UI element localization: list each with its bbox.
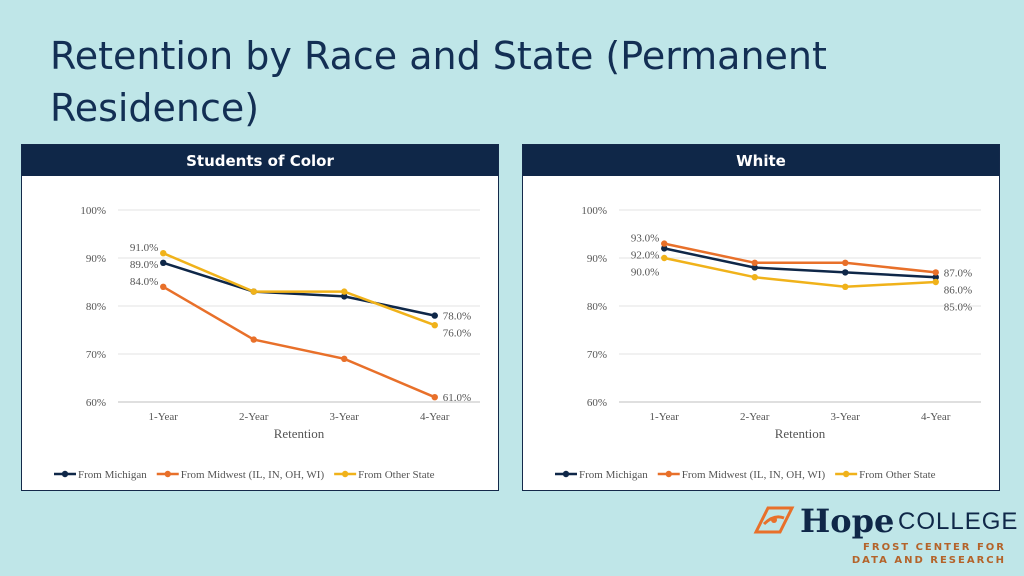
x-tick-label: 1-Year [148, 411, 178, 423]
x-tick-label: 4-Year [420, 411, 450, 423]
page-title: Retention by Race and State (Permanent Residence) [50, 34, 827, 130]
legend-label: From Michigan [579, 469, 648, 481]
data-label: 91.0% [129, 242, 159, 255]
chart-panel-students-of-color [21, 144, 499, 491]
legend-label: From Other State [358, 469, 435, 481]
data-point [661, 255, 667, 261]
data-point [842, 260, 848, 266]
x-axis-title: Retention [774, 426, 826, 441]
x-tick-label: 3-Year [329, 411, 359, 423]
y-tick-label: 100% [581, 205, 607, 217]
legend-swatch-marker [666, 471, 672, 477]
y-tick-label: 60% [586, 397, 607, 409]
line-chart-white [523, 176, 999, 490]
x-tick-label: 2-Year [740, 411, 770, 423]
data-label: 90.0% [630, 266, 660, 279]
y-tick-label: 90% [586, 253, 607, 265]
x-tick-label: 4-Year [921, 411, 951, 423]
legend-swatch-marker [62, 471, 68, 477]
data-point [160, 284, 166, 290]
data-point [752, 260, 758, 266]
line-chart-students-of-color [22, 176, 498, 490]
series-line-from-midwest-il-in-oh-wi [163, 287, 435, 397]
legend-swatch-marker [843, 471, 849, 477]
logo-word: Hope [800, 502, 895, 540]
data-point [341, 288, 347, 294]
legend-swatch-marker [165, 471, 171, 477]
anchor-logo-icon [752, 502, 796, 536]
legend-label: From Midwest (IL, IN, OH, WI) [681, 469, 826, 481]
x-tick-label: 3-Year [830, 411, 860, 423]
data-point [842, 269, 848, 275]
y-tick-label: 70% [85, 349, 106, 361]
data-point [251, 288, 257, 294]
x-tick-label: 2-Year [239, 411, 269, 423]
legend-label: From Midwest (IL, IN, OH, WI) [180, 469, 325, 481]
hope-college-logo [752, 500, 1019, 570]
panel-header: Students of Color [22, 145, 498, 176]
series-line-from-other-state [163, 253, 435, 325]
logo-college: COLLEGE [898, 508, 1019, 535]
logo-subtitle-line2: DATA AND RESEARCH [851, 555, 1006, 566]
x-tick-label: 1-Year [649, 411, 679, 423]
y-tick-label: 80% [586, 301, 607, 313]
data-point [432, 312, 438, 318]
data-point [341, 356, 347, 362]
y-tick-label: 70% [586, 349, 607, 361]
data-label: 89.0% [129, 259, 159, 272]
y-tick-label: 100% [80, 205, 106, 217]
data-point [432, 322, 438, 328]
y-tick-label: 90% [85, 253, 106, 265]
logo-subtitle-line1: FROST CENTER FOR [863, 542, 1006, 553]
legend-swatch-marker [563, 471, 569, 477]
data-point [842, 284, 848, 290]
chart-panel-white [522, 144, 1000, 491]
data-point [251, 336, 257, 342]
data-point [432, 394, 438, 400]
x-axis-title: Retention [273, 426, 325, 441]
data-label: 87.0% [943, 267, 973, 280]
data-point [661, 240, 667, 246]
data-label: 85.0% [943, 301, 973, 314]
data-point [160, 260, 166, 266]
y-tick-label: 80% [85, 301, 106, 313]
panel-header: White [523, 145, 999, 176]
legend-label: From Michigan [78, 469, 147, 481]
data-label: 61.0% [442, 392, 472, 405]
data-label: 93.0% [630, 232, 660, 245]
legend-swatch-marker [342, 471, 348, 477]
data-point [160, 250, 166, 256]
data-label: 76.0% [442, 327, 472, 340]
y-tick-label: 60% [85, 397, 106, 409]
data-point [752, 274, 758, 280]
data-label: 92.0% [630, 249, 660, 262]
data-point [933, 279, 939, 285]
data-label: 78.0% [442, 310, 472, 323]
data-point [933, 269, 939, 275]
legend-label: From Other State [859, 469, 936, 481]
data-label: 86.0% [943, 284, 973, 297]
data-label: 84.0% [129, 276, 159, 289]
